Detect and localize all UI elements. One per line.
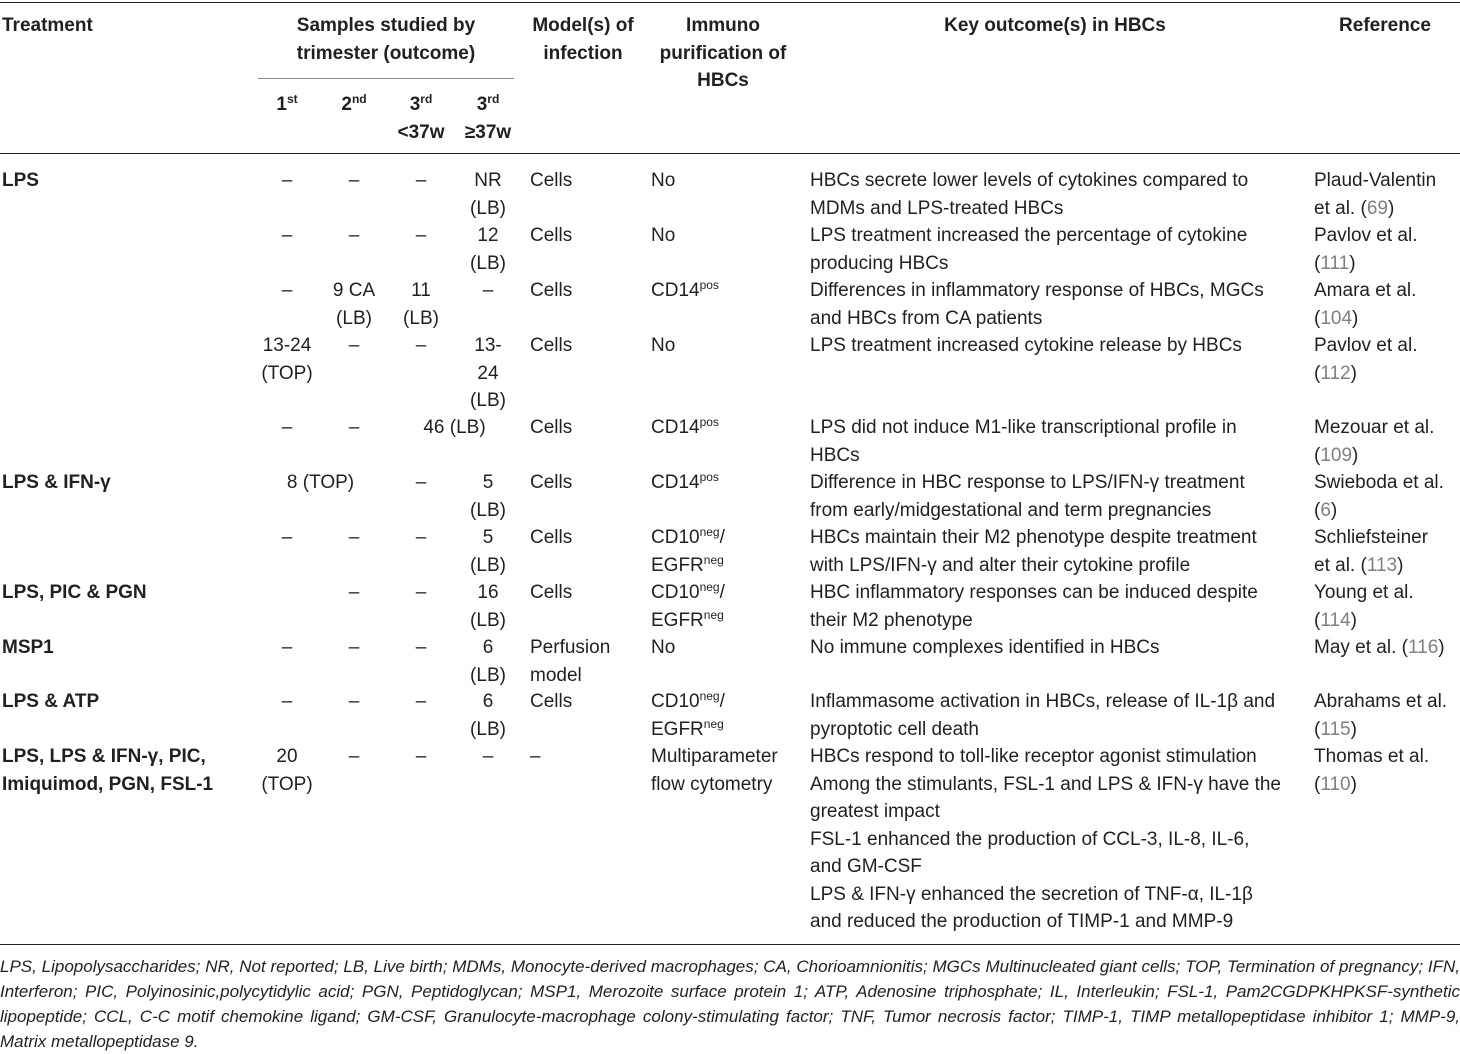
cell-line: HBC inflammatory responses can be induced despite: [810, 582, 1258, 603]
trimester-cell-t3a: [390, 277, 452, 332]
trimester-cell-t3a: –: [415, 472, 427, 493]
reference-close-paren: ): [1350, 718, 1357, 740]
cell-line: 5: [482, 527, 494, 548]
trimester-cell-t2: –: [348, 637, 360, 658]
cell-line: LPS treatment increased the percentage of cytokine: [810, 225, 1248, 246]
trimester-cell-t2: –: [348, 527, 360, 548]
header-trimester-2: 2nd: [341, 92, 367, 115]
cell-line: Cells: [530, 170, 573, 191]
cell-line: 13-24: [262, 335, 312, 356]
cell-line: (LB): [470, 390, 506, 411]
cell-line: producing HBCs: [810, 252, 949, 274]
immuno-marker: CD14: [651, 472, 700, 493]
trimester-cell-t3b: [457, 634, 519, 689]
reference-close-paren: ): [1352, 444, 1359, 466]
immuno-marker-2: EGFR: [651, 609, 704, 631]
cell-line: Among the stimulants, FSL-1 and LPS & IFN-γ have the: [810, 773, 1282, 795]
cell-line: greatest impact: [810, 801, 940, 822]
immuno-cell: [651, 414, 801, 442]
reference-text: (: [1314, 362, 1321, 384]
cell-line: flow cytometry: [651, 773, 773, 795]
outcome-cell: [810, 222, 1305, 277]
cell-line: –: [530, 746, 541, 767]
trimester-cell-t1: [258, 332, 316, 387]
treatment-cell: LPS, PIC & PGN: [2, 582, 147, 603]
trimester-cell-t3a: –: [415, 527, 427, 548]
footnote: LPS, Lipopolysaccharides; NR, Not reported; LB, Live birth; MDMs, Monocyte-derived macrophages; CA, Chorioamnionitis; MGCs Multinucleated giant cells; TOP, Termination of pregnancy; IFN, Interferon; PIC, Polyinosinic,polycytidylic acid; PGN, Peptidoglycan; MSP1, Merozoite surface protein 1; ATP, Adenosine triphosphate; IL, Interleukin; FSL-1, Pam2CGDPKHPKSF-synthetic lipopeptide; CCL, C-C motif chemokine ligand; GM-CSF, Granulocyte-macrophage colony-stimulating factor; TNF, Tumor necrosis factor; TIMP-1, TIMP metallopeptidase inhibitor 1; MMP-9, Matrix metallopeptidase 9.: [0, 957, 1460, 1051]
trimester-cell-t3a: –: [415, 691, 427, 712]
outcome-cell: [810, 688, 1305, 743]
reference-link[interactable]: 114: [1320, 609, 1351, 631]
cell-line: LPS treatment increased cytokine release by HBCs: [810, 335, 1242, 356]
trimester-cell-t3a: –: [415, 225, 427, 246]
cell-line: 9 CA: [332, 280, 376, 301]
reference-link[interactable]: 113: [1366, 554, 1398, 576]
trimester-1-2-cell: 8 (TOP): [286, 472, 355, 493]
reference-close-paren: ): [1350, 609, 1357, 631]
header-immuno: Immuno purification of HBCs: [659, 15, 787, 91]
cell-line: MDMs and LPS-treated HBCs: [810, 197, 1064, 219]
immuno-separator: /: [719, 582, 725, 603]
model-cell: [530, 743, 645, 771]
trimester-cell-t3b: –: [482, 746, 494, 767]
immuno-cell: [651, 524, 801, 579]
trimester-cell-t1: –: [281, 527, 293, 548]
immuno-cell: [651, 469, 801, 497]
cell-line: HBCs secrete lower levels of cytokines compared to: [810, 170, 1249, 191]
cell-line: Cells: [530, 527, 573, 548]
immuno-marker-sup: neg: [699, 525, 720, 539]
reference-link[interactable]: 109: [1320, 444, 1353, 466]
trimester-cell-t3b: [457, 222, 519, 277]
header-outcome: Key outcome(s) in HBCs: [944, 15, 1166, 36]
immuno-separator: /: [719, 691, 725, 712]
cell-line: Multiparameter: [651, 746, 778, 767]
reference-text: Swieboda et al.: [1314, 472, 1444, 493]
trimester-cell-t2: –: [348, 691, 360, 712]
immuno-marker-2-sup: neg: [703, 716, 724, 731]
trimester-cell-t2: –: [348, 417, 360, 438]
reference-text: (: [1314, 773, 1321, 795]
trimester-cell-t2: –: [348, 170, 360, 191]
header-trimester-3-term: 3rd ≥37w: [464, 92, 512, 143]
reference-link[interactable]: 6: [1320, 499, 1331, 521]
immuno-marker-2: EGFR: [651, 718, 704, 740]
outcome-cell: [810, 277, 1305, 332]
cell-line: with LPS/IFN-γ and alter their cytokine profile: [810, 554, 1191, 576]
immuno-marker: CD10: [651, 691, 700, 712]
trimester-cell-t2: –: [348, 225, 360, 246]
cell-line: (TOP): [261, 362, 313, 384]
model-cell: [530, 634, 645, 689]
cell-line: 11: [411, 280, 431, 301]
cell-line: Cells: [530, 691, 573, 712]
cell-line: 6: [482, 691, 494, 712]
trimester-cell-t3b: [457, 332, 519, 415]
reference-link[interactable]: 69: [1366, 197, 1388, 219]
reference-text: May et al. (: [1314, 637, 1408, 658]
immuno-marker: No: [651, 637, 676, 658]
reference-cell: [1314, 579, 1460, 634]
immuno-marker-2-sup: neg: [703, 552, 724, 567]
reference-text: (: [1314, 307, 1321, 329]
cell-line: pyroptotic cell death: [810, 718, 979, 740]
reference-text: (: [1314, 609, 1321, 631]
trimester-cell-t3a: –: [415, 335, 427, 356]
immuno-marker-sup: pos: [699, 470, 719, 484]
trimester-cell-t3a: –: [415, 746, 427, 767]
outcome-cell: [810, 524, 1305, 579]
reference-text: Plaud-Valentin: [1314, 170, 1437, 191]
cell-line: HBCs respond to toll-like receptor agonist stimulation: [810, 746, 1257, 767]
model-cell: [530, 688, 645, 716]
treatment-cell: LPS & ATP: [2, 691, 100, 712]
cell-line: from early/midgestational and term pregnancies: [810, 499, 1212, 521]
header-treatment: Treatment: [2, 15, 93, 36]
cell-line: (LB): [403, 307, 439, 329]
cell-line: (LB): [470, 664, 506, 686]
reference-close-paren: ): [1397, 554, 1404, 576]
trimester-cell-t3a: –: [415, 637, 427, 658]
cell-line: 6: [482, 637, 494, 658]
reference-text: Pavlov et al.: [1314, 335, 1418, 356]
immuno-marker-sup: pos: [699, 415, 719, 429]
reference-close-paren: ): [1350, 362, 1357, 384]
reference-cell: [1314, 332, 1460, 387]
model-cell: [530, 332, 645, 360]
immuno-marker-sup: neg: [699, 580, 720, 594]
cell-line: NR: [474, 170, 502, 191]
cell-line: (LB): [470, 718, 506, 740]
cell-line: FSL-1 enhanced the production of CCL-3, IL-8, IL-6,: [810, 828, 1250, 850]
model-cell: [530, 524, 645, 552]
reference-cell: [1314, 167, 1460, 222]
cell-line: 5: [482, 472, 494, 493]
cell-line: Cells: [530, 417, 573, 438]
immuno-marker-sup: pos: [699, 278, 719, 292]
reference-text: Amara et al.: [1314, 280, 1417, 301]
header-model: Model(s) of infection: [532, 15, 634, 64]
reference-close-paren: ): [1352, 307, 1359, 329]
trimester-cell-t2: –: [348, 582, 360, 603]
reference-text: (: [1314, 499, 1321, 521]
header-bottom-rule: [0, 153, 1460, 154]
trimester-cell-t3b: [457, 167, 519, 222]
trimester-cell-t3b: [457, 688, 519, 743]
cell-line: (LB): [336, 307, 372, 329]
reference-text: Pavlov et al.: [1314, 225, 1418, 246]
table-top-rule: [0, 2, 1460, 3]
trimester-cell-t3a: –: [415, 170, 427, 191]
trimester-cell-t2: [325, 277, 383, 332]
reference-link[interactable]: 112: [1320, 362, 1351, 384]
trimester-cell-t3b: [457, 524, 519, 579]
cell-line: LPS did not induce M1-like transcriptional profile in: [810, 417, 1237, 438]
cell-line: 24: [477, 362, 499, 384]
reference-close-paren: ): [1438, 637, 1445, 658]
trimester-cell-t1: [258, 743, 316, 798]
reference-link[interactable]: 111: [1320, 252, 1350, 274]
immuno-marker-sup: neg: [699, 689, 720, 703]
cell-line: (LB): [470, 609, 506, 631]
cell-line: Cells: [530, 280, 573, 301]
trimester-cell-t1: –: [281, 417, 293, 438]
cell-line: 20: [276, 746, 298, 767]
treatment-cell: LPS: [2, 170, 39, 191]
immuno-marker: No: [651, 335, 676, 356]
cell-line: Inflammasome activation in HBCs, release of IL-1β and: [810, 691, 1276, 712]
cell-line: 13-: [474, 335, 502, 356]
reference-text: Abrahams et al.: [1314, 691, 1448, 712]
outcome-cell: [810, 634, 1305, 662]
reference-cell: [1314, 222, 1460, 277]
immuno-marker: CD14: [651, 280, 700, 301]
trimester-cell-t1: –: [281, 170, 293, 191]
immuno-cell: [651, 634, 801, 662]
trimester-cell-t3b: –: [482, 280, 494, 301]
cell-line: (LB): [470, 554, 506, 576]
model-cell: [530, 167, 645, 195]
reference-cell: [1314, 469, 1460, 524]
header-reference: Reference: [1339, 15, 1431, 36]
outcome-cell: [810, 414, 1305, 469]
reference-link[interactable]: 104: [1320, 307, 1353, 329]
treatment-cell: [2, 743, 252, 798]
immuno-marker: No: [651, 170, 676, 191]
reference-text: Thomas et al.: [1314, 746, 1430, 767]
cell-line: 16: [477, 582, 499, 603]
trimester-cell-t2: –: [348, 746, 360, 767]
header-trimester-1: 1st: [276, 92, 298, 115]
cell-line: model: [530, 664, 582, 686]
trimester-cell-t3b: [457, 469, 519, 524]
trimester-cell-t2: –: [348, 335, 360, 356]
model-cell: [530, 469, 645, 497]
reference-text: Schliefsteiner: [1314, 527, 1429, 548]
reference-cell: [1314, 634, 1460, 662]
trimester-3-cell: 46 (LB): [423, 417, 486, 438]
reference-cell: [1314, 277, 1460, 332]
cell-line: (TOP): [261, 773, 313, 795]
treatment-cell: MSP1: [2, 637, 54, 658]
reference-text: et al. (: [1314, 554, 1367, 576]
cell-line: Cells: [530, 472, 573, 493]
cell-line: HBCs maintain their M2 phenotype despite treatment: [810, 527, 1257, 548]
samples-header-underline: [258, 78, 514, 79]
reference-cell: [1314, 743, 1460, 798]
immuno-marker-2: EGFR: [651, 554, 704, 576]
immuno-cell: [651, 688, 801, 743]
cell-line: (LB): [470, 499, 506, 521]
reference-close-paren: ): [1349, 252, 1356, 274]
trimester-cell-t1: –: [281, 691, 293, 712]
cell-line: Imiquimod, PGN, FSL-1: [2, 773, 214, 795]
immuno-marker: No: [651, 225, 676, 246]
cell-line: Differences in inflammatory response of HBCs, MGCs: [810, 280, 1264, 301]
reference-link[interactable]: 115: [1320, 718, 1351, 740]
reference-link[interactable]: 116: [1407, 637, 1439, 658]
cell-line: LPS, LPS & IFN-γ, PIC,: [2, 746, 206, 767]
cell-line: LPS & IFN-γ enhanced the secretion of TNF-α, IL-1β: [810, 883, 1253, 905]
treatment-cell: LPS & IFN-γ: [2, 472, 111, 493]
immuno-cell: [651, 579, 801, 634]
trimester-cell-t3b: [457, 579, 519, 634]
outcome-cell: [810, 579, 1305, 634]
cell-line: Difference in HBC response to LPS/IFN-γ treatment: [810, 472, 1245, 493]
reference-text: et al. (: [1314, 197, 1367, 219]
reference-text: (: [1314, 718, 1321, 740]
cell-line: and HBCs from CA patients: [810, 307, 1043, 329]
table-bottom-rule: [0, 944, 1460, 945]
cell-line: and GM-CSF: [810, 856, 922, 877]
reference-link[interactable]: 110: [1320, 773, 1351, 795]
model-cell: [530, 222, 645, 250]
outcome-cell: [810, 332, 1305, 360]
reference-text: Young et al.: [1314, 582, 1414, 603]
trimester-cell-t1: –: [281, 637, 293, 658]
header-samples: Samples studied by trimester (outcome): [296, 15, 476, 64]
cell-line: HBCs: [810, 444, 860, 466]
reference-cell: [1314, 414, 1460, 469]
trimester-cell-t3a: –: [415, 582, 427, 603]
cell-line: 12: [477, 225, 499, 246]
immuno-separator: /: [719, 527, 725, 548]
cell-line: their M2 phenotype: [810, 609, 973, 631]
reference-text: (: [1314, 444, 1321, 466]
cell-line: Cells: [530, 335, 573, 356]
reference-text: (: [1314, 252, 1321, 274]
immuno-marker: CD10: [651, 582, 700, 603]
reference-cell: [1314, 688, 1460, 743]
trimester-cell-t1: –: [281, 225, 293, 246]
trimester-cell-t1: –: [281, 280, 293, 301]
immuno-marker: CD10: [651, 527, 700, 548]
outcome-cell: [810, 743, 1305, 936]
reference-cell: [1314, 524, 1460, 579]
immuno-cell: [651, 332, 801, 360]
cell-line: No immune complexes identified in HBCs: [810, 637, 1160, 658]
immuno-marker: CD14: [651, 417, 700, 438]
immuno-marker-2-sup: neg: [703, 607, 724, 622]
cell-line: Cells: [530, 225, 573, 246]
cell-line: (LB): [470, 197, 506, 219]
cell-line: and reduced the production of TIMP-1 and MMP-9: [810, 911, 1234, 932]
immuno-cell: [651, 743, 801, 798]
model-cell: [530, 414, 645, 442]
cell-line: Cells: [530, 582, 573, 603]
immuno-cell: [651, 167, 801, 195]
cell-line: (LB): [470, 252, 506, 274]
model-cell: [530, 277, 645, 305]
outcome-cell: [810, 469, 1305, 524]
model-cell: [530, 579, 645, 607]
header-trimester-3-preterm: 3rd <37w: [397, 92, 445, 143]
immuno-cell: [651, 277, 801, 305]
immuno-cell: [651, 222, 801, 250]
reference-close-paren: ): [1387, 197, 1395, 219]
cell-line: Perfusion: [530, 637, 611, 658]
outcome-cell: [810, 167, 1305, 222]
reference-close-paren: ): [1330, 499, 1338, 521]
reference-close-paren: ): [1350, 773, 1357, 795]
reference-text: Mezouar et al.: [1314, 417, 1435, 438]
